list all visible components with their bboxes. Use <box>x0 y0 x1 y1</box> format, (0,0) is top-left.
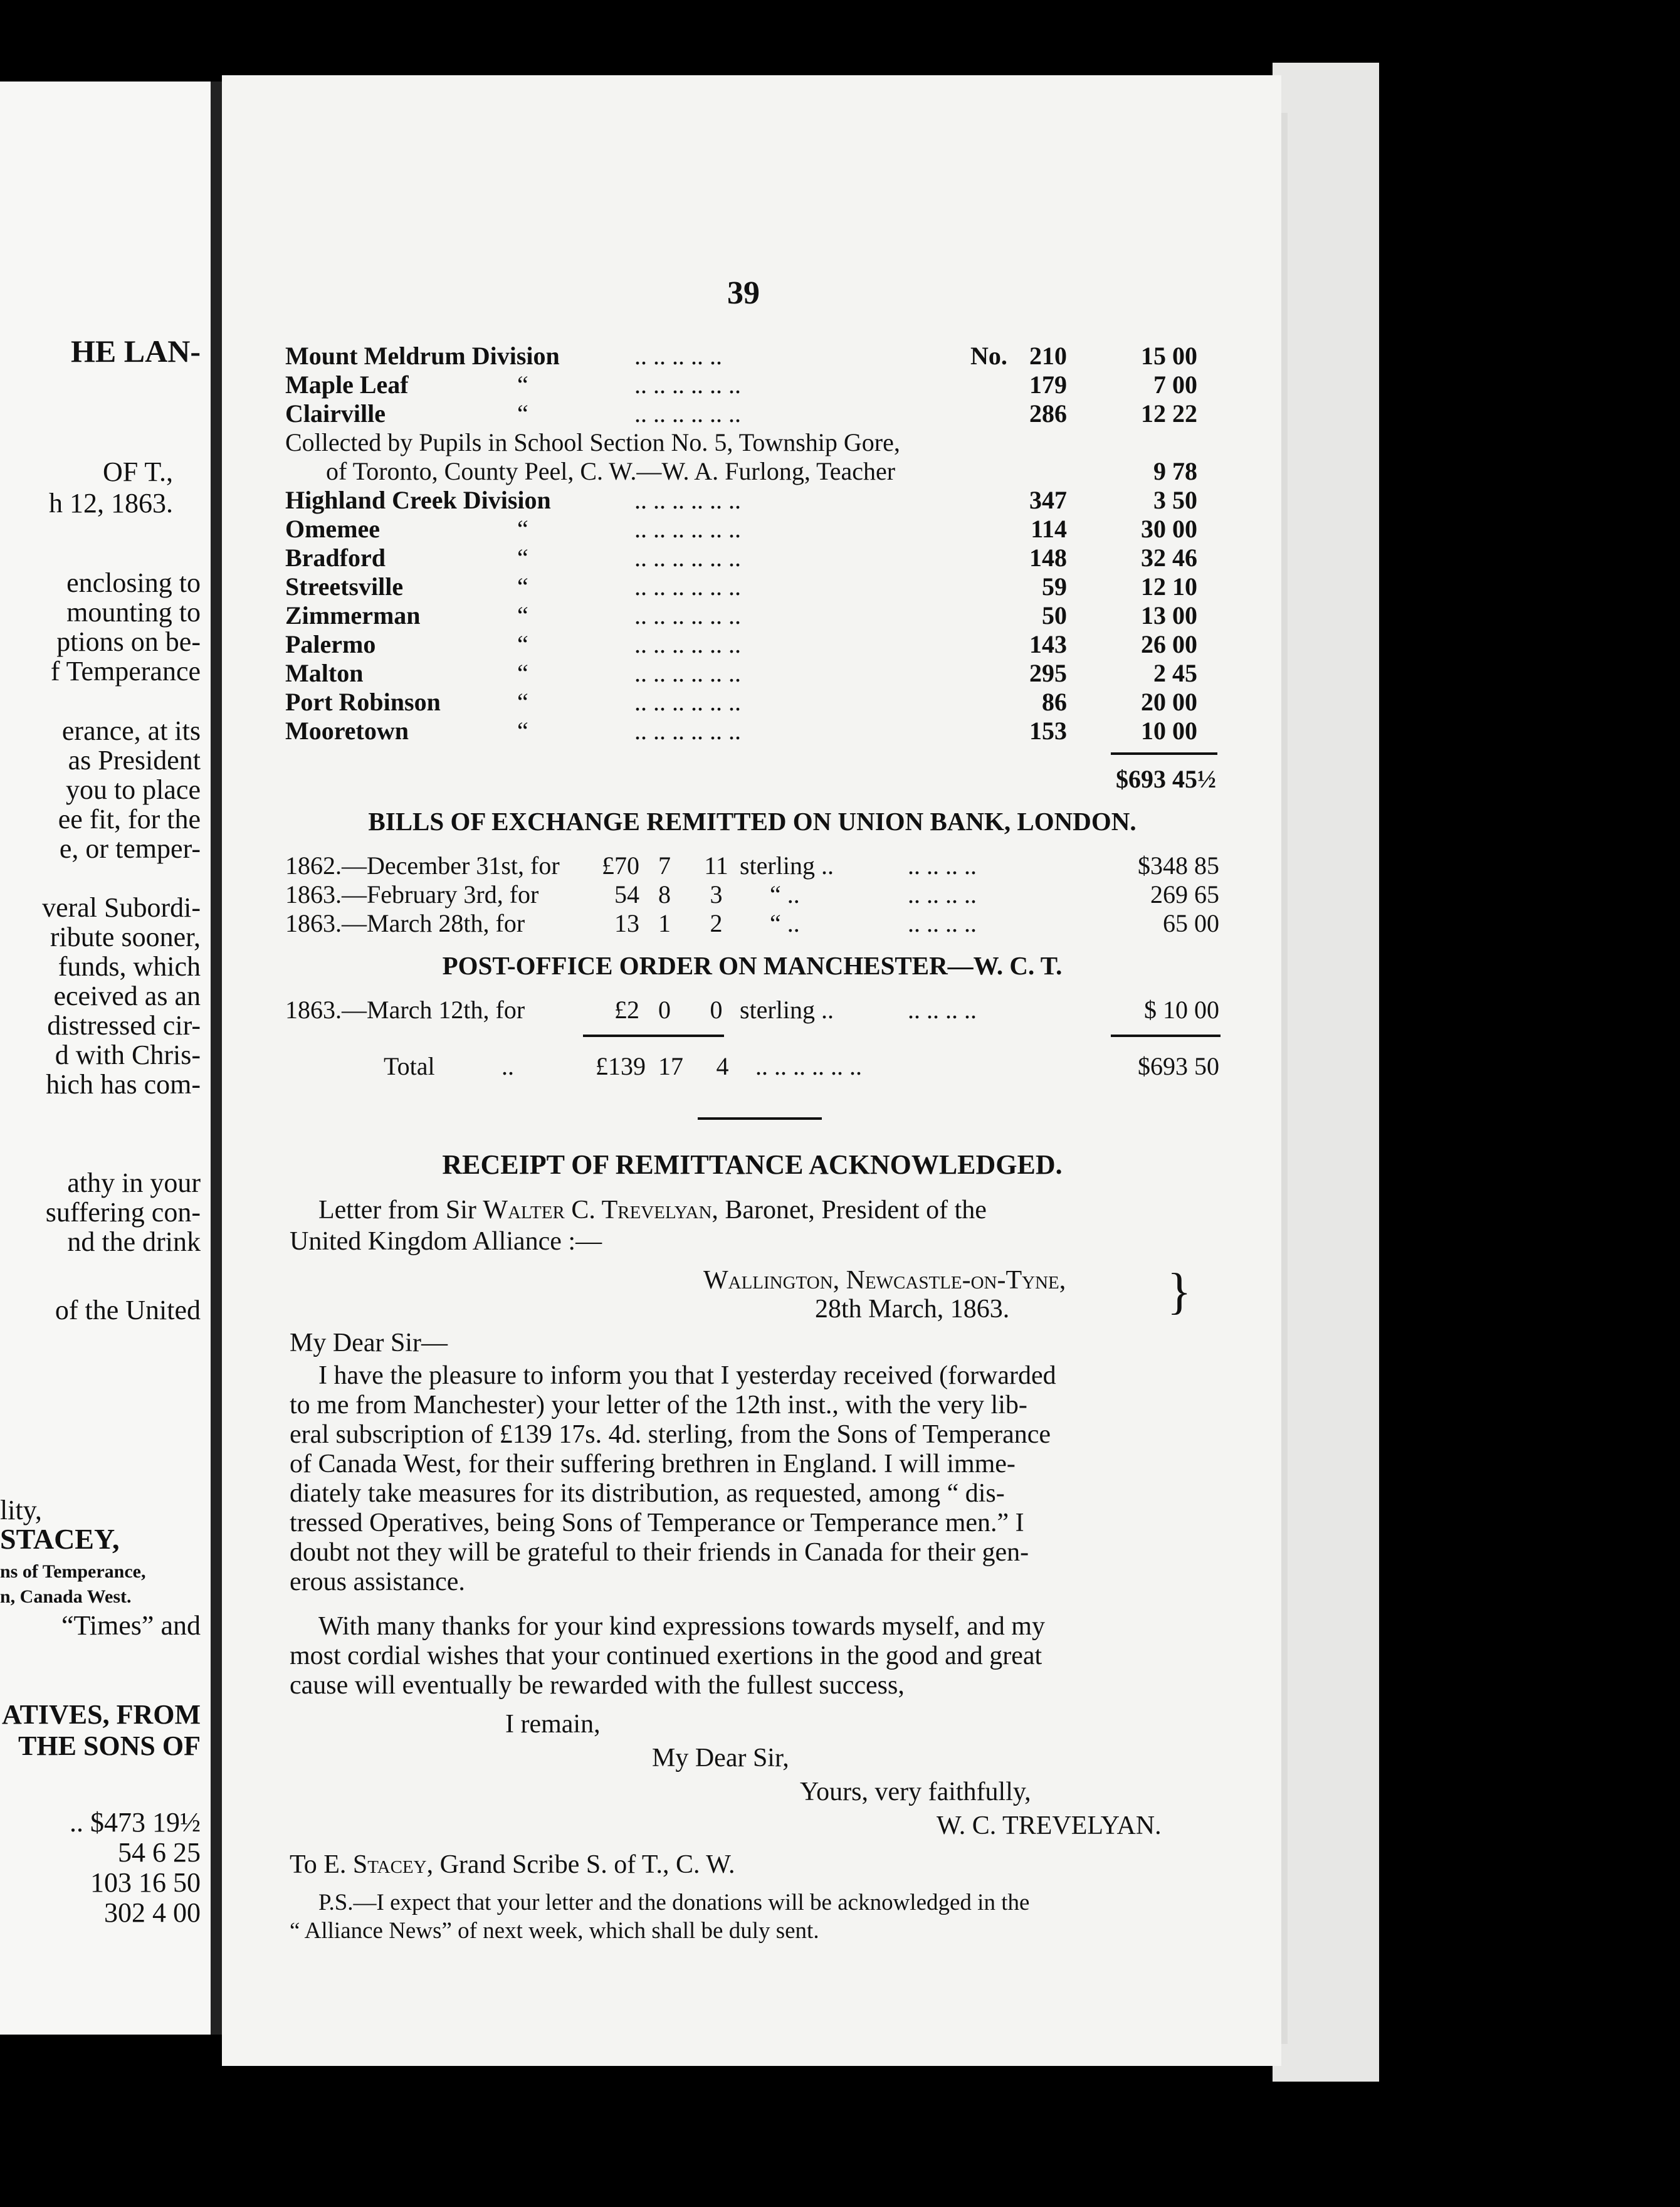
subtotal: $693 45½ <box>1116 765 1216 793</box>
paragraph-line: of Canada West, for their suffering brethren in England. I will imme- <box>290 1450 1016 1478</box>
division-number: 210 <box>1029 342 1067 370</box>
total-pounds: £139 <box>596 1052 646 1080</box>
total-pence: 4 <box>716 1052 729 1080</box>
left-text-line: ribute sooner, <box>50 922 201 952</box>
leader-dots: .. .. .. .. .. <box>634 342 722 370</box>
left-text-line: ns of Temperance, <box>0 1561 146 1582</box>
addressee-line <box>290 1851 735 1879</box>
paragraph-line: diately take measures for its distribution, as requested, among “ dis- <box>290 1479 1005 1508</box>
division-amount: 12 10 <box>1141 572 1197 601</box>
left-text-line: e, or temper- <box>59 833 201 864</box>
division-number: 153 <box>1029 717 1067 745</box>
bill-date: 1863.—March 28th, for <box>285 909 525 937</box>
division-name: Maple Leaf <box>285 371 409 399</box>
closing-line: Yours, very faithfully, <box>800 1778 1031 1806</box>
left-text-line: n, Canada West. <box>0 1586 132 1607</box>
bill-dollars: 269 65 <box>1150 880 1219 909</box>
total-dots: .. <box>501 1052 514 1080</box>
salutation: My Dear Sir— <box>290 1329 448 1357</box>
left-text-line: OF T., <box>102 456 173 487</box>
left-text-line: THE SONS OF <box>18 1730 201 1761</box>
addressee-text: To E. <box>290 1850 353 1879</box>
division-number: 286 <box>1029 399 1067 428</box>
paragraph-line: erous assistance. <box>290 1567 465 1596</box>
signature: W. C. TREVELYAN. <box>937 1811 1162 1840</box>
letter-intro <box>318 1196 987 1225</box>
leader-dots: .. .. .. .. .. .. <box>634 717 741 745</box>
leader-dots: .. .. .. .. .. .. <box>755 1052 862 1080</box>
division-amount: 3 50 <box>1153 486 1197 514</box>
ditto-mark: “ <box>517 572 528 601</box>
receipt-heading: RECEIPT OF REMITTANCE ACKNOWLEDGED. <box>442 1149 1063 1180</box>
left-text-line: nd the drink <box>67 1226 201 1257</box>
collected-line: Collected by Pupils in School Section No. 5, Township Gore, <box>285 428 900 456</box>
page-number: 39 <box>727 275 760 311</box>
closing-line: I remain, <box>505 1710 601 1739</box>
total-dollars: $693 50 <box>1138 1052 1219 1080</box>
bill-date: 1862.—December 31st, for <box>285 851 560 880</box>
division-name: Mooretown <box>285 717 409 745</box>
bill-pence: 3 <box>710 880 723 909</box>
leader-dots: .. .. .. .. .. .. <box>634 688 741 716</box>
paragraph-line: doubt not they will be grateful to their friends in Canada for their gen- <box>290 1538 1029 1567</box>
ditto-mark: “ <box>517 601 528 629</box>
ditto-mark: “ <box>517 399 528 428</box>
bill-note: “ .. <box>770 909 800 937</box>
left-text-line: STACEY, <box>0 1523 120 1555</box>
section-divider <box>698 1117 822 1120</box>
leader-dots: .. .. .. .. .. .. <box>634 399 741 428</box>
post-office-heading: POST-OFFICE ORDER ON MANCHESTER—W. C. T. <box>442 951 1063 980</box>
post-office-date: 1863.—March 12th, for <box>285 996 525 1024</box>
bill-shillings: 1 <box>658 909 671 937</box>
left-text-line: as President <box>68 745 201 776</box>
bill-date: 1863.—February 3rd, for <box>285 880 539 909</box>
left-text-line: veral Subordi- <box>42 892 201 923</box>
leader-dots: .. .. .. .. .. .. <box>634 572 741 601</box>
left-text-line: lity, <box>0 1495 42 1525</box>
page-edge <box>1273 63 1379 2082</box>
ditto-mark: “ <box>517 717 528 745</box>
left-text-line: enclosing to <box>66 567 201 598</box>
paragraph-line: tressed Operatives, being Sons of Temperance or Temperance men.” I <box>290 1509 1024 1537</box>
division-amount: 12 22 <box>1141 399 1197 428</box>
post-office-pounds: £2 <box>614 996 639 1024</box>
closing-line: My Dear Sir, <box>652 1744 789 1772</box>
division-amount: 15 00 <box>1141 342 1197 370</box>
leader-dots: .. .. .. .. <box>908 851 977 880</box>
left-text-line: h 12, 1863. <box>49 488 173 519</box>
paragraph-line: With many thanks for your kind expressions towards myself, and my <box>318 1612 1045 1641</box>
ditto-mark: “ <box>517 630 528 658</box>
post-office-pence: 0 <box>710 996 723 1024</box>
letter-intro-name: Walter C. Trevelyan <box>483 1196 712 1225</box>
leader-dots: .. .. .. .. .. .. <box>634 630 741 658</box>
division-number: 143 <box>1029 630 1067 658</box>
bill-pence: 2 <box>710 909 723 937</box>
leader-dots: .. .. .. .. .. .. <box>634 659 741 687</box>
division-name: Malton <box>285 659 364 687</box>
sum-rule <box>1111 752 1217 755</box>
division-amount: 7 00 <box>1153 371 1197 399</box>
paragraph-line: cause will eventually be rewarded with the fullest success, <box>290 1671 905 1700</box>
left-text-line: 54 6 25 <box>118 1837 201 1868</box>
leader-dots: .. .. .. .. <box>908 880 977 909</box>
left-text-line: ee fit, for the <box>58 804 201 835</box>
book-gutter <box>211 82 222 2035</box>
division-number: 86 <box>1042 688 1067 716</box>
bill-pounds: £70 <box>602 851 639 880</box>
division-amount: 32 46 <box>1141 544 1197 572</box>
division-amount: 2 45 <box>1153 659 1197 687</box>
bill-note: “ .. <box>770 880 800 909</box>
brace-mark: } <box>1167 1264 1192 1319</box>
leader-dots: .. .. .. .. .. .. <box>634 486 741 514</box>
left-text-line: f Temperance <box>50 656 201 687</box>
left-text-line: ATIVES, FROM <box>2 1699 201 1730</box>
sum-rule <box>1111 1035 1221 1037</box>
letter-intro: United Kingdom Alliance :— <box>290 1227 602 1256</box>
bill-shillings: 8 <box>658 880 671 909</box>
division-name: Omemee <box>285 515 381 543</box>
letter-date: 28th March, 1863. <box>815 1295 1010 1324</box>
bill-shillings: 7 <box>658 851 671 880</box>
division-name: Highland Creek Division <box>285 486 551 514</box>
left-text-line: you to place <box>65 774 201 805</box>
bill-note: sterling .. <box>740 851 834 880</box>
division-name: Bradford <box>285 544 386 572</box>
division-name: Port Robinson <box>285 688 441 716</box>
letter-address: Wallington, Newcastle-on-Tyne, <box>703 1266 1066 1295</box>
left-text-line: eceived as an <box>53 981 201 1011</box>
leader-dots: .. .. .. .. .. .. <box>634 371 741 399</box>
division-name: Palermo <box>285 630 376 658</box>
left-text-line: athy in your <box>67 1167 201 1198</box>
bill-dollars: $348 85 <box>1138 851 1219 880</box>
bill-dollars: 65 00 <box>1163 909 1219 937</box>
leader-dots: .. .. .. .. .. .. <box>634 544 741 572</box>
left-text-line: 302 4 00 <box>104 1897 201 1928</box>
postscript-line: “ Alliance News” of next week, which shall be duly sent. <box>290 1918 819 1944</box>
postscript-line: P.S.—I expect that your letter and the donations will be acknowledged in the <box>318 1890 1030 1915</box>
division-number: 50 <box>1042 601 1067 629</box>
ditto-mark: “ <box>517 515 528 543</box>
left-text-line: HE LAN- <box>71 334 201 369</box>
post-office-note: sterling .. <box>740 996 834 1024</box>
paragraph-line: I have the pleasure to inform you that I yesterday received (forwarded <box>318 1361 1056 1390</box>
left-text-line: hich has com- <box>46 1069 201 1100</box>
paragraph-line: to me from Manchester) your letter of the 12th inst., with the very lib- <box>290 1391 1027 1420</box>
leader-dots: .. .. .. .. .. .. <box>634 515 741 543</box>
ditto-mark: “ <box>517 659 528 687</box>
sum-rule <box>583 1035 724 1037</box>
left-text-line: ptions on be- <box>56 626 201 657</box>
paragraph-line: most cordial wishes that your continued exertions in the good and great <box>290 1641 1042 1670</box>
division-number: 59 <box>1042 572 1067 601</box>
left-text-line: .. $473 19½ <box>70 1807 201 1838</box>
ditto-mark: “ <box>517 371 528 399</box>
leader-dots: .. .. .. .. <box>908 909 977 937</box>
bill-pounds: 54 <box>614 880 639 909</box>
bills-heading: BILLS OF EXCHANGE REMITTED ON UNION BANK, LONDON. <box>368 807 1137 836</box>
number-label: No. <box>970 342 1007 370</box>
ditto-mark: “ <box>517 688 528 716</box>
post-office-shillings: 0 <box>658 996 671 1024</box>
letter-intro-text: , Baronet, President of the <box>711 1196 987 1225</box>
division-name: Zimmerman <box>285 601 421 629</box>
left-text-line: funds, which <box>58 951 201 982</box>
addressee-text: , Grand Scribe S. of T., C. W. <box>426 1850 735 1879</box>
post-office-dollars: $ 10 00 <box>1144 996 1219 1024</box>
bill-pence: 11 <box>704 851 728 880</box>
division-number: 179 <box>1029 371 1067 399</box>
left-text-line: distressed cir- <box>47 1010 201 1041</box>
left-text-line: 103 16 50 <box>90 1867 201 1898</box>
division-amount: 10 00 <box>1141 717 1197 745</box>
collected-amount: 9 78 <box>1153 457 1197 485</box>
division-amount: 30 00 <box>1141 515 1197 543</box>
division-number: 148 <box>1029 544 1067 572</box>
letter-intro-text: Letter from Sir <box>318 1196 483 1225</box>
ditto-mark: “ <box>517 544 528 572</box>
left-text-line: “Times” and <box>61 1610 201 1641</box>
division-name: Streetsville <box>285 572 404 601</box>
left-text-line: d with Chris- <box>55 1040 201 1070</box>
left-facing-page <box>0 82 211 2035</box>
bill-pounds: 13 <box>614 909 639 937</box>
leader-dots: .. .. .. .. <box>908 996 977 1024</box>
division-number: 347 <box>1029 486 1067 514</box>
left-text-line: of the United <box>55 1295 201 1325</box>
leader-dots: .. .. .. .. .. .. <box>634 601 741 629</box>
addressee-name: Stacey <box>352 1850 427 1879</box>
collected-line: of Toronto, County Peel, C. W.—W. A. Furlong, Teacher <box>326 457 896 485</box>
total-label: Total <box>384 1052 435 1080</box>
division-name: Mount Meldrum Division <box>285 342 560 370</box>
division-amount: 20 00 <box>1141 688 1197 716</box>
division-amount: 13 00 <box>1141 601 1197 629</box>
division-number: 114 <box>1031 515 1067 543</box>
paragraph-line: eral subscription of £139 17s. 4d. sterling, from the Sons of Temperance <box>290 1420 1051 1449</box>
division-amount: 26 00 <box>1141 630 1197 658</box>
left-text-line: erance, at its <box>61 715 201 746</box>
total-shillings: 17 <box>658 1052 683 1080</box>
division-number: 295 <box>1029 659 1067 687</box>
division-name: Clairville <box>285 399 386 428</box>
left-text-line: suffering con- <box>45 1197 201 1228</box>
left-text-line: mounting to <box>66 597 201 628</box>
